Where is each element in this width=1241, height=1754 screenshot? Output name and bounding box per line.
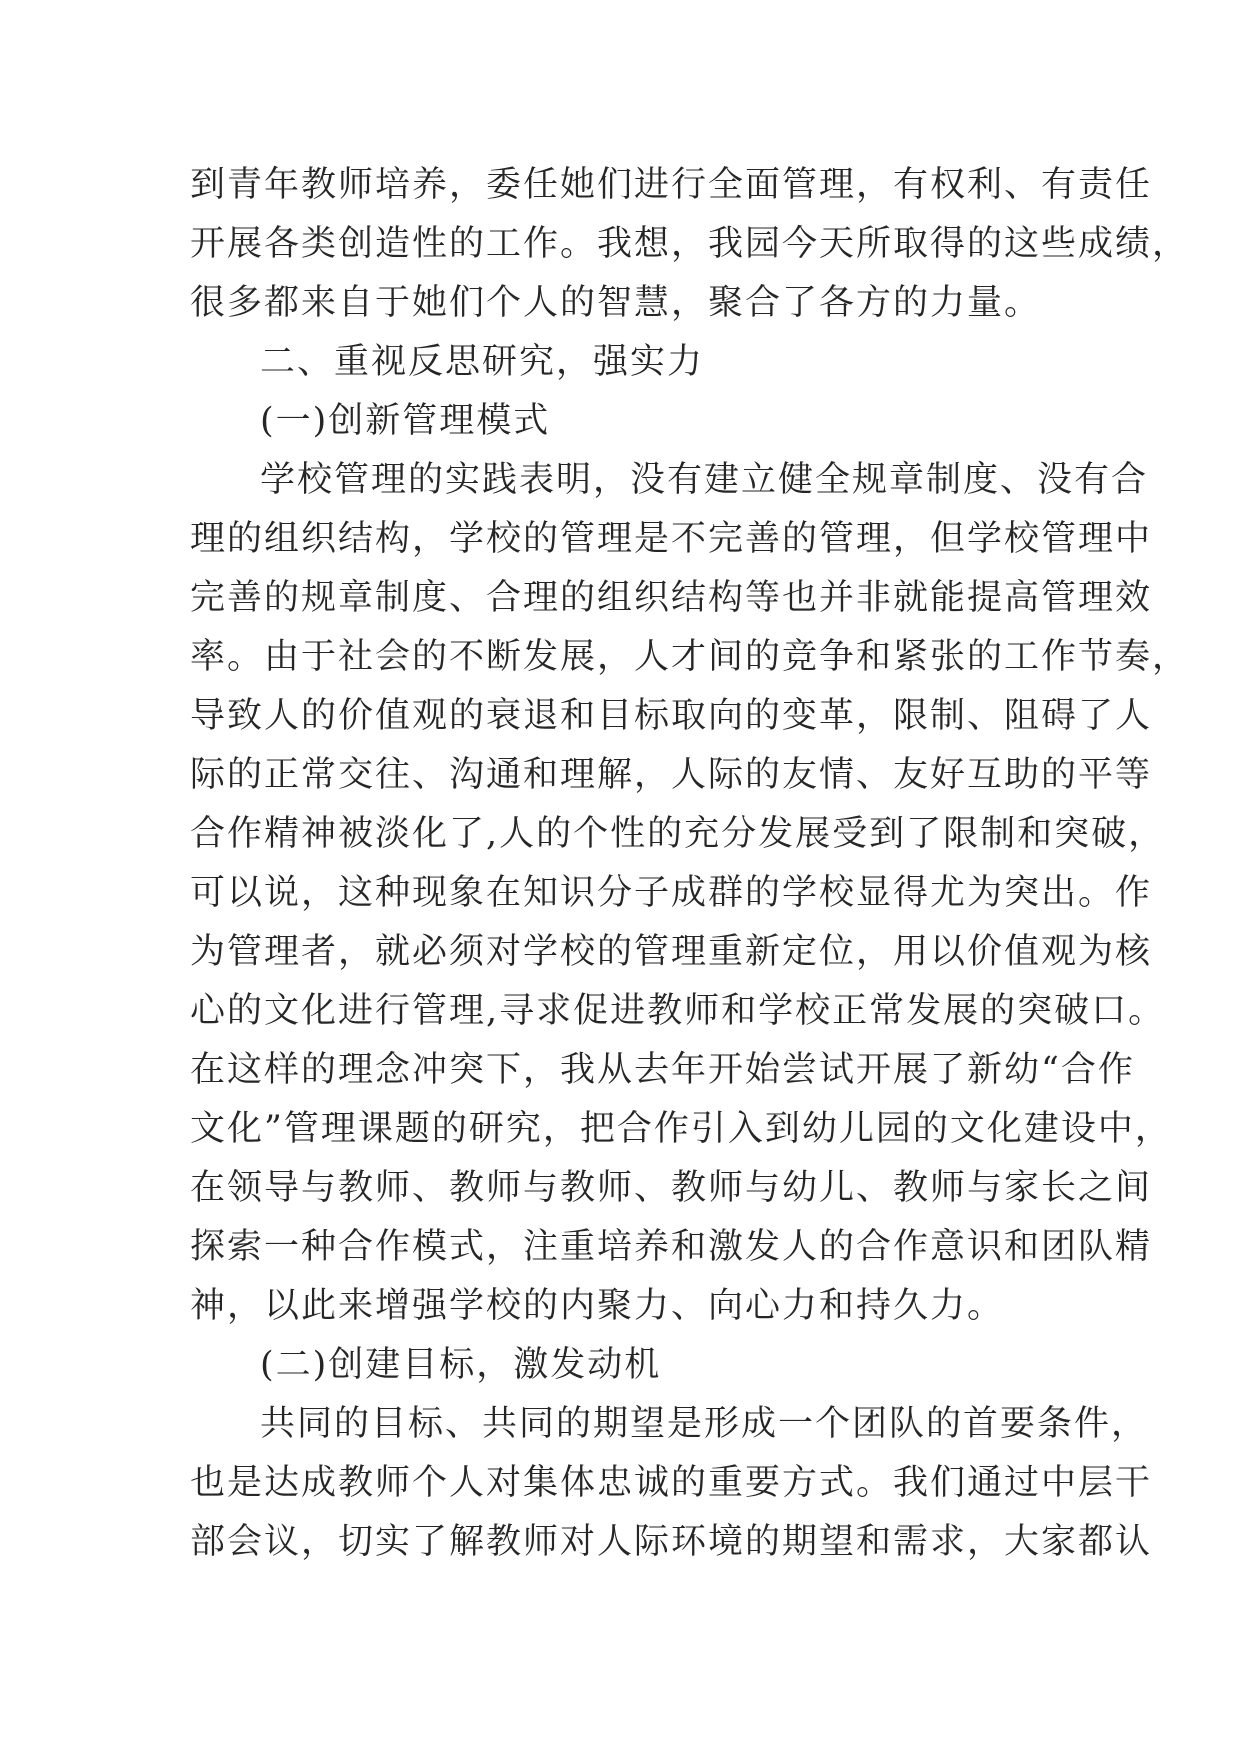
document-body (190, 156, 1190, 1572)
text-line: 合作精神被淡化了,人的个性的充分发展受到了限制和突破， (190, 814, 1166, 854)
text-line: 探索一种合作模式，注重培养和激发人的合作意识和团队精 (190, 1227, 1153, 1267)
text-line: 际的正常交往、沟通和理解，人际的友情、友好互助的平等 (190, 755, 1153, 795)
section-heading: 二、重视反思研究，强实力 (260, 342, 705, 382)
text-line: 为管理者，就必须对学校的管理重新定位，用以价值观为核 (190, 932, 1153, 972)
subsection-heading: (二)创建目标，激发动机 (260, 1345, 662, 1385)
text-line: 部会议，切实了解教师对人际环境的期望和需求，大家都认 (190, 1522, 1153, 1562)
text-line: 可以说，这种现象在知识分子成群的学校显得尤为突出。作 (190, 873, 1153, 913)
text-line: 神，以此来增强学校的内聚力、向心力和持久力。 (190, 1286, 1005, 1326)
text-line: 学校管理的实践表明，没有建立健全规章制度、没有合 (260, 460, 1149, 500)
text-line: 率。由于社会的不断发展，人才间的竞争和紧张的工作节奏， (190, 637, 1190, 677)
text-line: 共同的目标、共同的期望是形成一个团队的首要条件， (260, 1404, 1149, 1444)
text-line: 到青年教师培养，委任她们进行全面管理，有权利、有责任 (190, 165, 1153, 205)
text-line: 完善的规章制度、合理的组织结构等也并非就能提高管理效 (190, 578, 1153, 618)
text-line: 很多都来自于她们个人的智慧，聚合了各方的力量。 (190, 283, 1042, 323)
text-line: 文化”管理课题的研究，把合作引入到幼儿园的文化建设中， (190, 1109, 1172, 1149)
text-line: 开展各类创造性的工作。我想，我园今天所取得的这些成绩， (190, 224, 1190, 264)
text-line: 心的文化进行管理,寻求促进教师和学校正常发展的突破口。 (190, 991, 1166, 1031)
text-line: 也是达成教师个人对集体忠诚的重要方式。我们通过中层干 (190, 1463, 1153, 1503)
text-line: 导致人的价值观的衰退和目标取向的变革，限制、阻碍了人 (190, 696, 1153, 736)
text-line: 在领导与教师、教师与教师、教师与幼儿、教师与家长之间 (190, 1168, 1153, 1208)
text-line: 在这样的理念冲突下，我从去年开始尝试开展了新幼“合作 (190, 1050, 1135, 1090)
text-line: 理的组织结构，学校的管理是不完善的管理，但学校管理中 (190, 519, 1153, 559)
subsection-heading: (一)创新管理模式 (260, 401, 551, 441)
